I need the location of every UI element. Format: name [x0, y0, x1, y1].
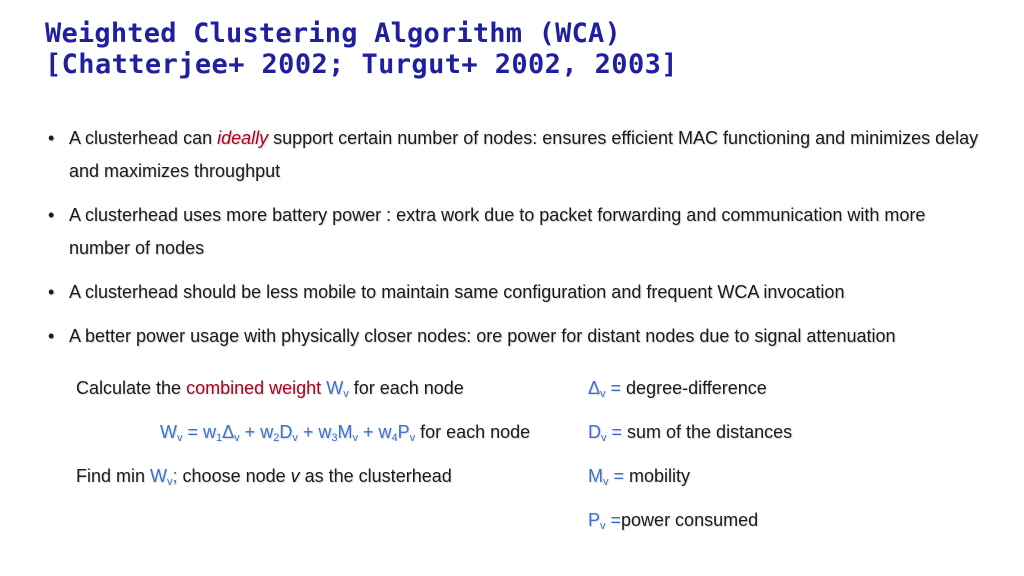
calc-text: Calculate the: [76, 378, 187, 398]
eq: =: [605, 510, 622, 530]
legend-text: sum of the distances: [627, 422, 793, 442]
plus: +: [297, 422, 319, 442]
plus: +: [239, 422, 261, 442]
legend-symbol: [588, 466, 629, 486]
eq: =: [605, 378, 627, 398]
eq: =: [182, 422, 204, 442]
delta: Δ: [222, 422, 235, 442]
w4: w: [378, 422, 392, 442]
plus: +: [357, 422, 379, 442]
w3: w: [318, 422, 332, 442]
bullet-text: A clusterhead uses more battery power : extra work due to packet forwarding and communication with more number of nodes: [69, 205, 926, 258]
legend-power-consumed: [588, 510, 758, 532]
legend-text: mobility: [629, 466, 691, 486]
semicolon: ;: [172, 466, 178, 486]
formula-expression: [160, 422, 415, 442]
sym: Δ: [588, 378, 601, 398]
node-v: v: [290, 466, 300, 486]
weight-symbol: [150, 466, 178, 486]
v-subscript: v: [167, 476, 173, 488]
legend-text: degree-difference: [626, 378, 767, 398]
sub: v: [177, 432, 183, 444]
bullet-list: [48, 122, 988, 364]
weight-formula: [160, 422, 530, 444]
p: P: [397, 422, 410, 442]
title-line-2-citation: [Chatterjee+ 2002; Turgut+ 2002, 2003]: [45, 49, 678, 81]
sym: P: [588, 510, 601, 530]
legend-sum-distances: [588, 422, 792, 444]
bullet-text: A clusterhead should be less mobile to maintain same configuration and frequent WCA invocation: [69, 282, 845, 302]
calculate-line: [76, 378, 464, 400]
sub: v: [601, 432, 607, 444]
emphasis-ideally: ideally: [217, 128, 269, 148]
formula-lhs: W: [160, 422, 177, 442]
bullet-item: [48, 199, 988, 265]
bullet-text: support certain number of nodes: ensures efficient MAC functioning and minimizes delay and maximizes throughput: [69, 128, 979, 181]
sub: v: [600, 520, 606, 532]
sym: M: [588, 466, 603, 486]
w1: w: [203, 422, 217, 442]
bullet-item: [48, 276, 988, 309]
legend-symbol: [588, 378, 626, 398]
sub: v: [603, 476, 609, 488]
sub: 3: [331, 432, 338, 444]
findmin-text: Find min: [76, 466, 151, 486]
weight-symbol: [326, 378, 349, 398]
sub: v: [352, 432, 358, 444]
sub: v: [234, 432, 240, 444]
legend-text: power consumed: [621, 510, 759, 530]
v-subscript: v: [343, 388, 349, 400]
calc-suffix: for each node: [348, 378, 464, 398]
findmin-suffix: as the clusterhead: [299, 466, 452, 486]
title-line-1: Weighted Clustering Algorithm (WCA): [45, 18, 621, 49]
bullet-item: [48, 122, 988, 188]
m: M: [337, 422, 353, 442]
w2: w: [260, 422, 274, 442]
legend-symbol: [588, 422, 627, 442]
bullet-text: A better power usage with physically closer nodes: ore power for distant nodes due to signal attenuation: [69, 326, 896, 346]
d: D: [279, 422, 293, 442]
combined-weight-term: combined weight: [186, 378, 322, 398]
eq: =: [606, 422, 628, 442]
sub: v: [292, 432, 298, 444]
sym: D: [588, 422, 601, 442]
sub: v: [409, 432, 416, 444]
w-symbol: W: [150, 466, 168, 486]
legend-mobility: [588, 466, 690, 488]
formula-suffix: for each node: [415, 422, 531, 442]
sub: 1: [216, 432, 223, 444]
slide-title: [45, 18, 678, 80]
findmin-mid: choose node: [177, 466, 291, 486]
legend-degree-difference: [588, 378, 767, 400]
w-symbol: W: [326, 378, 344, 398]
bullet-item: [48, 320, 988, 353]
eq: =: [608, 466, 630, 486]
sub: 2: [273, 432, 280, 444]
sub: v: [600, 388, 606, 400]
sub: 4: [391, 432, 398, 444]
find-min-line: [76, 466, 452, 488]
legend-symbol: [588, 510, 621, 530]
bullet-text: A clusterhead can: [69, 128, 218, 148]
